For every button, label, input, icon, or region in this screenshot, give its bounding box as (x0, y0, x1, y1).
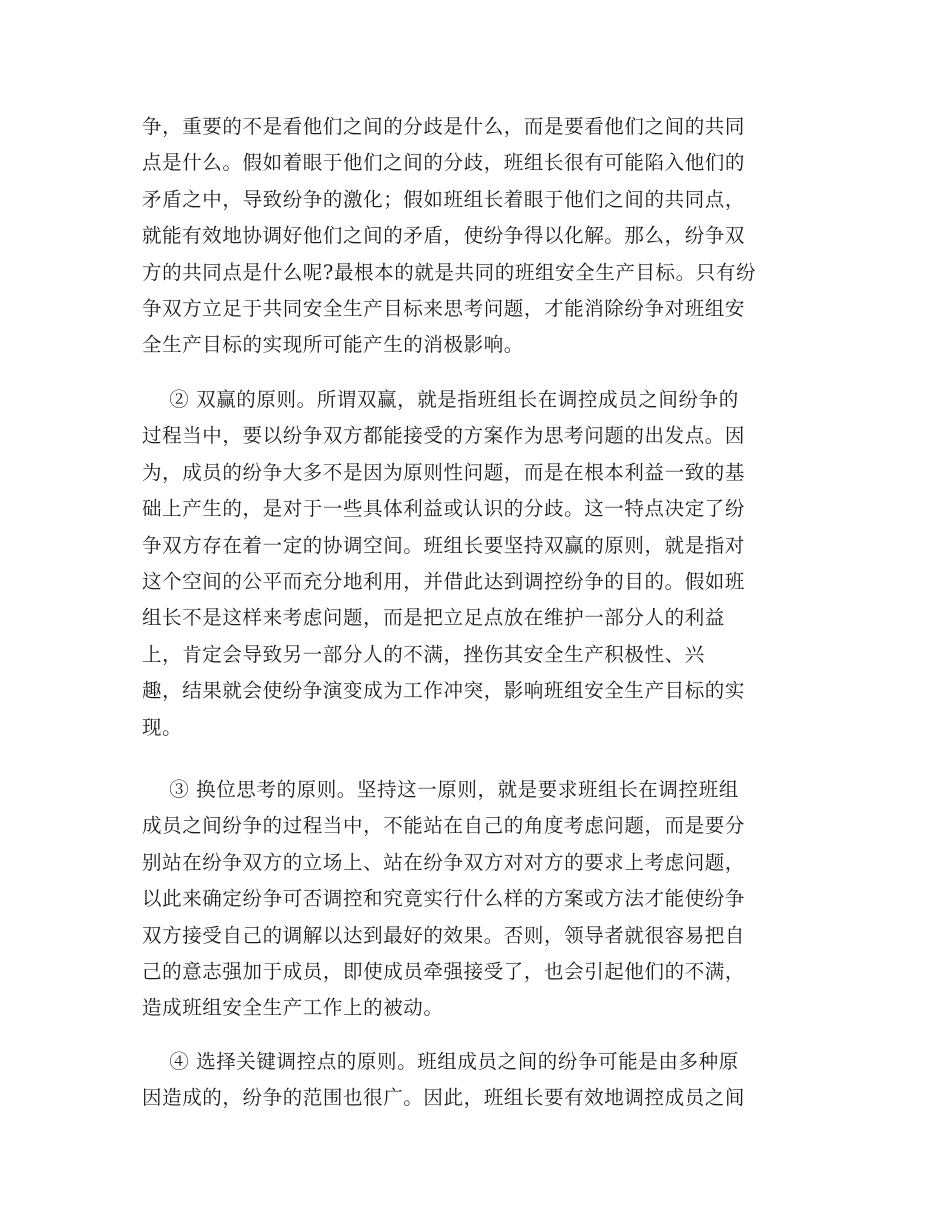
text-line: 别站在纷争双方的立场上、站在纷争双方对对方的要求上考虑问题， (142, 850, 746, 874)
text-line: 争双方存在着一定的协调空间。班组长要坚持双赢的原则，就是指对 (142, 533, 746, 557)
text-line: 己的意志强加于成员，即使成员牵强接受了，也会引起他们的不满， (142, 959, 746, 983)
text-line: 矛盾之中，导致纷争的激化；假如班组长着眼于他们之间的共同点， (142, 187, 746, 211)
text-line: 现。 (142, 715, 183, 739)
text-line: 组长不是这样来考虑问题，而是把立足点放在维护一部分人的利益 (142, 606, 725, 630)
text-line: ② 双赢的原则。所谓双赢，就是指班组长在调控成员之间纷争的 (142, 388, 739, 411)
text-line: 上，肯定会导致另一部分人的不满，挫伤其安全生产积极性、兴 (142, 642, 705, 666)
text-line: 方的共同点是什么呢?最根本的就是共同的班组安全生产目标。只有纷 (142, 260, 757, 284)
text-line: 点是什么。假如着眼于他们之间的分歧，班组长很有可能陷入他们的 (142, 151, 746, 175)
text-line: 这个空间的公平而充分地利用，并借此达到调控纷争的目的。假如班 (142, 569, 746, 593)
text-line: 全生产目标的实现所可能产生的消极影响。 (142, 333, 524, 357)
text-line: 趣，结果就会使纷争演变成为工作冲突，影响班组安全生产目标的实 (142, 679, 746, 703)
text-line: 以此来确定纷争可否调控和究竟实行什么样的方案或方法才能使纷争 (142, 887, 746, 911)
text-line: ③ 换位思考的原则。坚持这一原则，就是要求班组长在调控班组 (142, 778, 739, 801)
text-line: 因造成的，纷争的范围也很广。因此，班组长要有效地调控成员之间 (142, 1086, 746, 1110)
text-line: 争，重要的不是看他们之间的分歧是什么，而是要看他们之间的共同 (142, 115, 746, 138)
text-line: 造成班组安全生产工作上的被动。 (142, 996, 444, 1020)
paragraph-win-win-principle (142, 382, 822, 746)
text-line: 过程当中，要以纷争双方都能接受的方案作为思考问题的出发点。因 (142, 424, 746, 448)
text-line: 就能有效地协调好他们之间的矛盾，使纷争得以化解。那么，纷争双 (142, 224, 746, 248)
text-line: 成员之间纷争的过程当中，不能站在自己的角度考虑问题，而是要分 (142, 814, 746, 838)
paragraph-key-control-point-principle (142, 1044, 822, 1117)
paragraph-common-ground (142, 109, 822, 364)
text-line: 争双方立足于共同安全生产目标来思考问题，才能消除纷争对班组安 (142, 296, 746, 320)
text-line: 础上产生的，是对于一些具体利益或认识的分歧。这一特点决定了纷 (142, 497, 746, 521)
text-line: 为，成员的纷争大多不是因为原则性问题，而是在根本利益一致的基 (142, 460, 746, 484)
text-line: ④ 选择关键调控点的原则。班组成员之间的纷争可能是由多种原 (142, 1050, 739, 1073)
text-line: 双方接受自己的调解以达到最好的效果。否则，领导者就很容易把自 (142, 923, 746, 947)
paragraph-perspective-taking-principle (142, 772, 822, 1027)
